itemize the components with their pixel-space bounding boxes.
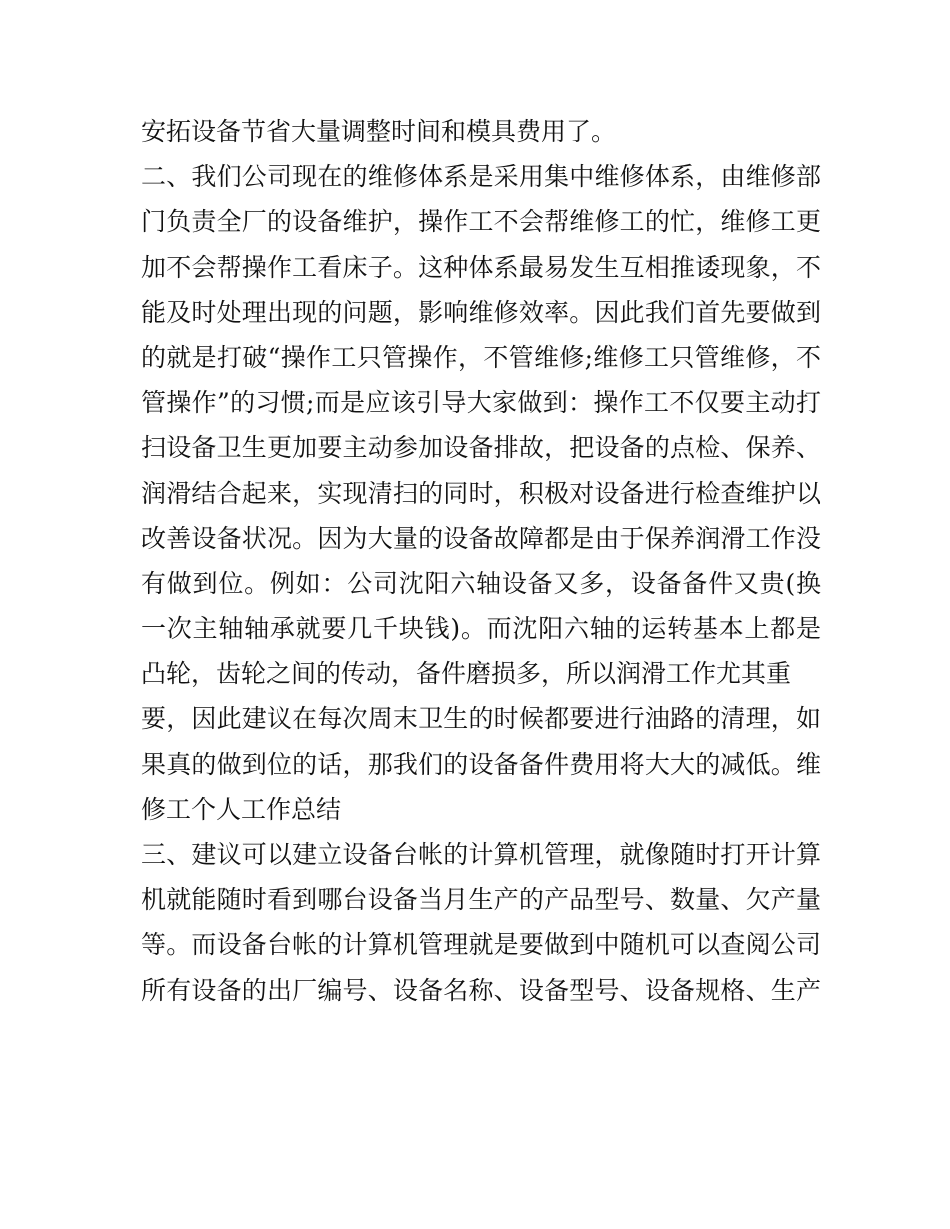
text-line: 果真的做到位的话，那我们的设备备件费用将大大的减低。维: [141, 749, 821, 779]
text-line: 凸轮，齿轮之间的传动，备件磨损多，所以润滑工作尤其重: [141, 659, 792, 689]
text-line: 门负责全厂的设备维护，操作工不会帮维修工的忙，维修工更: [141, 207, 821, 237]
text-line: 机就能随时看到哪台设备当月生产的产品型号、数量、欠产量: [141, 885, 821, 915]
text-line: 扫设备卫生更加要主动参加设备排故，把设备的点检、保养、: [141, 433, 821, 463]
text-line: 修工个人工作总结: [141, 794, 342, 824]
text-line: 要，因此建议在每次周末卫生的时候都要进行油路的清理，如: [141, 704, 821, 734]
text-line: 有做到位。例如：公司沈阳六轴设备又多，设备备件又贵(换: [141, 568, 821, 598]
text-line: 二、我们公司现在的维修体系是采用集中维修体系，由维修部: [141, 162, 821, 192]
text-line: 改善设备状况。因为大量的设备故障都是由于保养润滑工作没: [141, 523, 821, 553]
text-line: 的就是打破“操作工只管操作，不管维修;维修工只管维修，不: [141, 342, 821, 372]
text-line: 管操作”的习惯;而是应该引导大家做到：操作工不仅要主动打: [141, 388, 821, 418]
text-line: 一次主轴轴承就要几千块钱)。而沈阳六轴的运转基本上都是: [141, 614, 821, 644]
text-line: 安拓设备节省大量调整时间和模具费用了。: [141, 117, 617, 146]
text-line: 三、建议可以建立设备台帐的计算机管理，就像随时打开计算: [141, 840, 821, 869]
text-line: 加不会帮操作工看床子。这种体系最易发生互相推诿现象，不: [141, 252, 821, 282]
text-line: 能及时处理出现的问题，影响维修效率。因此我们首先要做到: [141, 297, 821, 327]
text-line: 所有设备的出厂编号、设备名称、设备型号、设备规格、生产: [141, 975, 821, 1005]
document-body: [141, 109, 821, 1013]
text-line: 等。而设备台帐的计算机管理就是要做到中随机可以查阅公司: [141, 930, 821, 960]
text-line: 润滑结合起来，实现清扫的同时，积极对设备进行检查维护以: [141, 478, 821, 508]
